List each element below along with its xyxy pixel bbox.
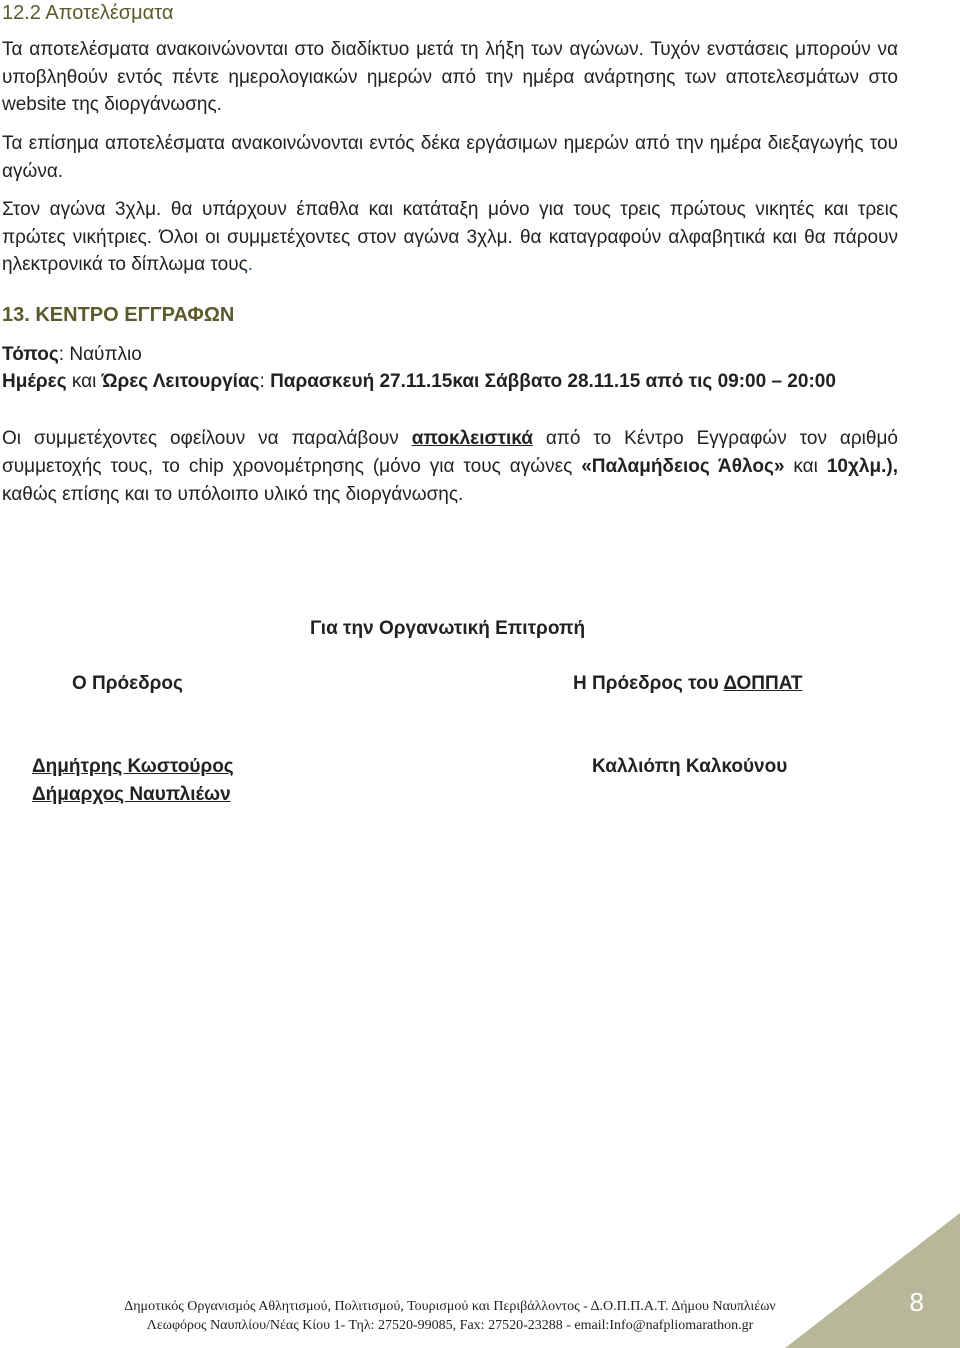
place-separator: :	[58, 344, 70, 365]
president-title-left: Ο Πρόεδρος	[72, 673, 183, 694]
reg-text-exclusively: αποκλειστικά	[411, 428, 533, 449]
reg-text-e: και	[784, 456, 827, 477]
hours-label: Ώρες Λειτουργίας	[101, 371, 260, 392]
right-signatory-name: Καλλιόπη Καλκούνου	[592, 756, 788, 777]
doppat-acronym: ΔΟΠΠΑΤ	[723, 673, 803, 694]
reg-text-a: Οι συμμετέχοντες οφείλουν να παραλάβουν	[2, 428, 412, 449]
place-label: Τόπος	[2, 344, 59, 365]
days-separator: :	[259, 371, 271, 392]
committee-title: Για την Οργανωτική Επιτροπή	[310, 618, 586, 639]
president-title-right	[573, 673, 802, 695]
corner-triangle	[785, 1213, 960, 1348]
reg-text-g: καθώς επίσης και το υπόλοιπο υλικό της διοργάνωσης.	[2, 484, 464, 505]
reg-text-10km: 10χλμ.),	[826, 456, 899, 477]
place-line	[2, 344, 142, 366]
place-value: Ναύπλιο	[69, 344, 142, 365]
page-corner-decoration	[785, 1213, 960, 1348]
registration-paragraph	[2, 425, 898, 509]
reg-text-c: από το Κέντρο Εγγραφών τον αριθμό συμμετοχής τους, το chip χρονομέτρησης (μόνο για τους αγώνες	[2, 428, 898, 477]
results-paragraph-1: Τα αποτελέσματα ανακοινώνονται στο διαδίκτυο μετά τη λήξη των αγώνων. Τυχόν ενστάσεις μπορούν να υποβληθούν εντός πέντε ημερολογιακών ημερών από την ημέρα ανάρτησης των αποτελεσμάτων στο website της διοργάνωσης.	[2, 39, 898, 115]
days-label: Ημέρες	[2, 371, 67, 392]
days-value: Παρασκευή 27.11.15και Σάββατο 28.11.15 από τις 09:00 – 20:00	[270, 371, 836, 392]
results-paragraph-3-end: .	[247, 254, 254, 275]
hours-line	[2, 371, 836, 393]
footer-contact: Λεωφόρος Ναυπλίου/Νέας Κίου 1- Τηλ: 27520-99085, Fax: 27520-23288 - email:Info@nafpliomarathon.gr	[146, 1318, 754, 1333]
results-paragraph-2: Τα επίσημα αποτελέσματα ανακοινώνονται εντός δέκα εργάσιμων ημερών από την ημέρα διεξαγωγής του αγώνα.	[2, 133, 898, 182]
results-heading: 12.2 Αποτελέσματα	[2, 2, 174, 24]
footer-organization: Δημοτικός Οργανισμός Αθλητισμού, Πολιτισμού, Τουρισμού και Περιβάλλοντος - Δ.Ο.Π.Π.Α.Τ. Δήμου Ναυπλιέων	[124, 1299, 776, 1314]
registration-heading: 13. ΚΕΝΤΡΟ ΕΓΓΡΑΦΩΝ	[2, 304, 235, 326]
page-number: 8	[909, 1287, 924, 1317]
president-title-right-text: Η Πρόεδρος του	[573, 673, 724, 694]
results-paragraph-3	[2, 196, 898, 279]
left-signatory-role: Δήμαρχος Ναυπλιέων	[32, 784, 231, 805]
reg-text-race-name: «Παλαμήδειος Άθλος»	[581, 456, 785, 477]
results-paragraph-3-text: Στον αγώνα 3χλμ. θα υπάρχουν έπαθλα και κατάταξη μόνο για τους τρεις πρώτους νικητές και τρεις πρώτες νικήτριες. Όλοι οι συμμετέχοντες στον αγώνα 3χλμ. θα καταγραφούν αλφαβητικά και θα πάρουν ηλεκτρονικά το δίπλωμα τους	[2, 199, 898, 275]
left-signatory-name: Δημήτρης Κωστούρος	[32, 756, 234, 777]
days-and: και	[66, 371, 102, 392]
